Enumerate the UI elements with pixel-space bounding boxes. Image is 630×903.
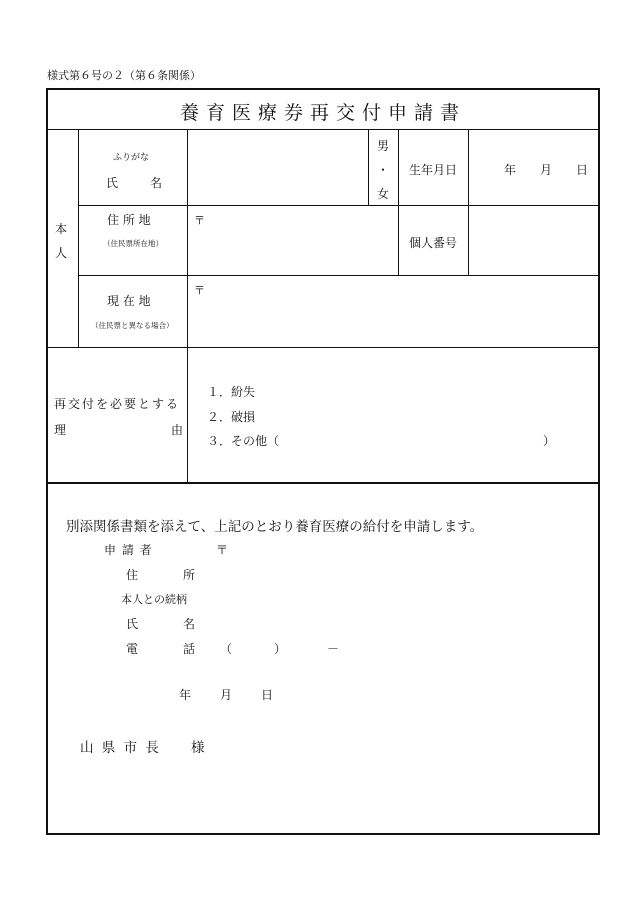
birthdate-value-line [468, 129, 469, 275]
gender-left-line [368, 129, 369, 205]
reason-other-close: ） [543, 434, 556, 448]
row-divider-current [46, 347, 600, 348]
date-day: 日 [261, 688, 274, 702]
address-field[interactable] [189, 207, 397, 274]
address-postal-mark: 〒 [194, 214, 205, 227]
name-label-mei: 名 [150, 176, 163, 190]
section-divider [46, 482, 600, 484]
gender-male[interactable]: 男 [377, 139, 390, 153]
current-address-field[interactable] [189, 277, 598, 346]
birthdate-label: 生年月日 [409, 163, 458, 177]
addressee: 山 県 市 長 [80, 740, 161, 756]
side-label-hon: 本 [55, 222, 68, 236]
address-label: 住 所 地 [107, 213, 151, 227]
phone-open-paren: （ [220, 642, 233, 656]
form-title: 養育医療券再交付申請書 [179, 102, 466, 124]
reason-label-ri: 理 [54, 423, 67, 437]
row-divider-name [78, 205, 600, 206]
title-divider [46, 129, 600, 130]
current-address-label: 現 在 地 [107, 294, 151, 308]
furigana-name-field[interactable] [189, 131, 367, 204]
reason-label-yu: 由 [171, 423, 184, 437]
applicant-address-ju: 住 [126, 568, 139, 582]
gender-right-line [398, 129, 399, 275]
reason-option-lost[interactable]: １．紛失 [207, 385, 256, 399]
reason-label-line1: 再交付を必要とする [54, 397, 181, 411]
phone-label-wa: 話 [183, 642, 196, 656]
birth-month: 月 [540, 163, 553, 177]
applicant-name-shi: 氏 [126, 617, 139, 631]
side-label-nin: 人 [55, 246, 68, 260]
birth-day: 日 [576, 163, 589, 177]
relation-label: 本人との続柄 [121, 593, 187, 606]
my-number-field[interactable] [470, 207, 598, 274]
birth-year: 年 [504, 163, 517, 177]
row-divider-address [78, 275, 600, 276]
side-column-line [78, 129, 79, 347]
applicant-label: 申 請 者 [104, 543, 153, 557]
gender-female[interactable]: 女 [377, 187, 390, 201]
current-postal-mark: 〒 [194, 284, 205, 297]
declaration-statement: 別添関係書類を添えて、上記のとおり養育医療の給付を申請します。 [66, 519, 484, 535]
form-number: 様式第６号の２（第６条関係） [47, 69, 201, 82]
address-sub-label: （住民票所在地） [103, 239, 163, 248]
applicant-address-sho: 所 [183, 568, 196, 582]
date-month: 月 [220, 688, 233, 702]
reason-option-damaged[interactable]: ２．破損 [207, 410, 256, 424]
reason-option-other[interactable]: ３．その他（ [207, 434, 280, 448]
honorific: 様 [191, 740, 205, 756]
phone-close-paren: ） [274, 642, 287, 656]
phone-label-den: 電 [126, 642, 139, 656]
phone-dash: － [327, 642, 340, 656]
furigana-label: ふりがな [113, 153, 150, 163]
current-address-sub-label: （住民票と異なる場合） [91, 321, 174, 330]
applicant-postal-mark: 〒 [216, 543, 229, 557]
my-number-label: 個人番号 [409, 236, 458, 250]
applicant-name-mei: 名 [183, 617, 196, 631]
date-year: 年 [179, 688, 192, 702]
name-label-shi: 氏 [106, 176, 119, 190]
label-column-line [187, 129, 188, 482]
gender-dot: ・ [377, 163, 390, 177]
